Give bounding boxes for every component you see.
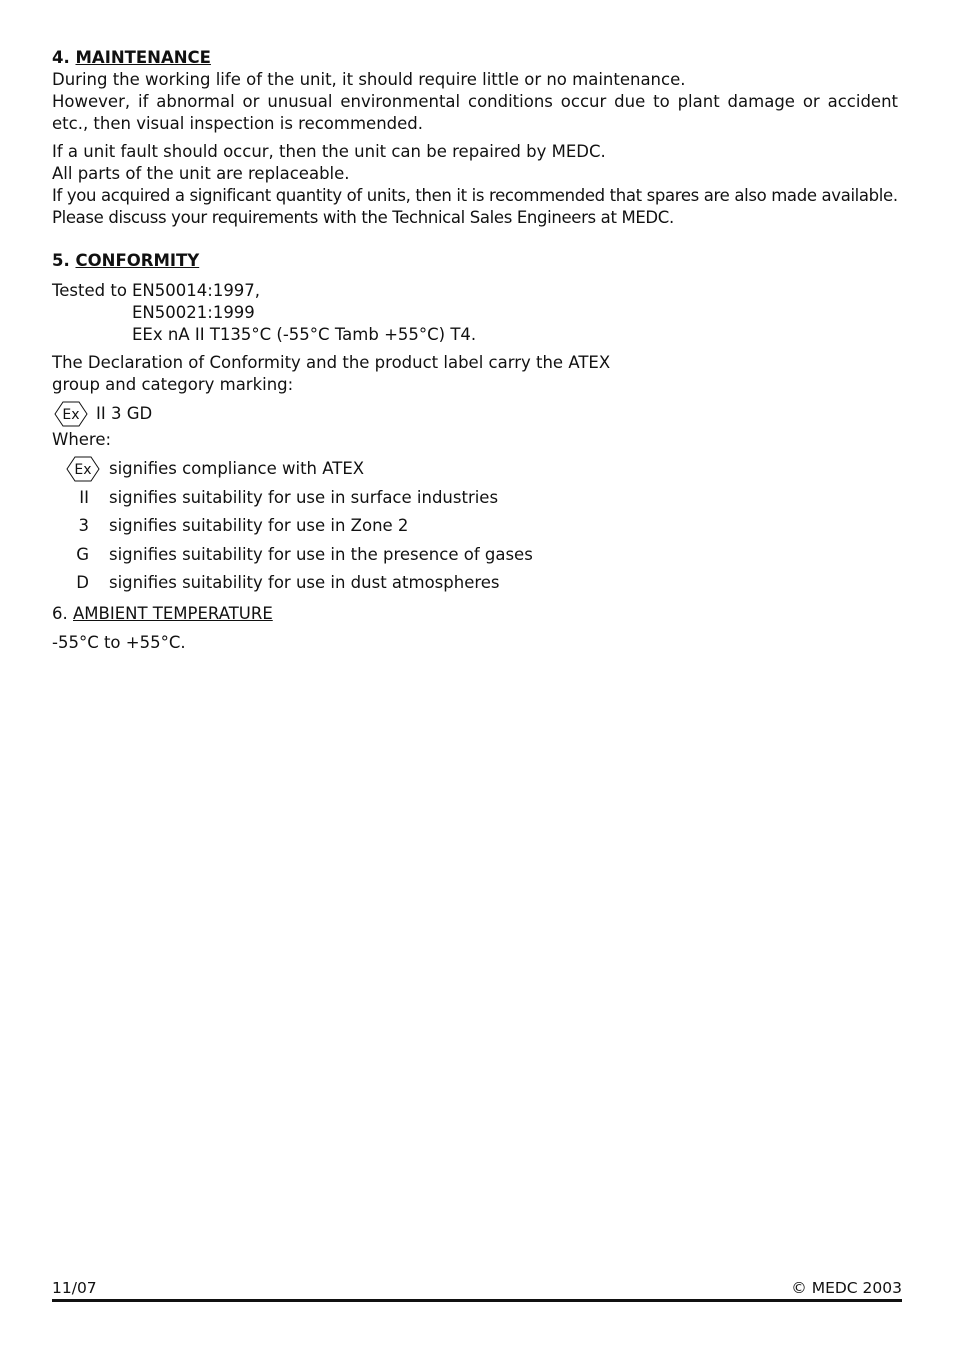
standard-item: EN50021:1999 [132, 303, 255, 322]
tested-to-label: Tested to [52, 281, 127, 300]
conformity-heading [52, 250, 898, 272]
ex-hexagon-icon [64, 456, 102, 482]
footer-date: 11/07 [52, 1279, 97, 1297]
ex-symbol-text: Ex [74, 462, 92, 479]
ex-symbol-text: Ex [62, 406, 80, 423]
footer-rule [52, 1299, 902, 1302]
ambient-title: AMBIENT TEMPERATURE [73, 603, 273, 623]
definitions-list [52, 455, 898, 598]
definition-text: signifies suitability for use in the presence of gases [109, 544, 533, 564]
maintenance-para-5: If you acquired a significant quantity of units, then it is recommended that spares are also made available. Please discuss your requirements with the Technical Sales Engineers at MEDC. [52, 186, 898, 227]
ex-hexagon-icon [52, 401, 90, 427]
ambient-number: 6. [52, 603, 73, 623]
maintenance-para-2: However, if abnormal or unusual environmental conditions occur due to plant damage or accident etc., then visual inspection is recommended. [52, 92, 898, 133]
marking-text: II 3 GD [96, 403, 153, 423]
definition-symbol: 3 [78, 516, 89, 536]
footer-copyright: © MEDC 2003 [791, 1279, 902, 1297]
definition-row [52, 569, 898, 598]
definition-symbol: II [79, 487, 89, 507]
maintenance-number: 4. [52, 48, 76, 67]
maintenance-title: MAINTENANCE [75, 48, 211, 67]
definition-symbol [52, 456, 109, 482]
ambient-range: -55°C to +55°C. [52, 632, 186, 652]
definition-row [52, 455, 898, 484]
declaration-line-2: group and category marking: [52, 375, 294, 394]
ambient-heading [52, 603, 898, 625]
maintenance-para-3: If a unit fault should occur, then the unit can be repaired by MEDC. [52, 142, 606, 161]
definition-row [52, 512, 898, 541]
definition-text: signifies suitability for use in dust atmospheres [109, 573, 500, 593]
definition-text: signifies compliance with ATEX [109, 459, 365, 479]
definition-row [52, 541, 898, 570]
definition-symbol: D [76, 573, 89, 593]
document-page [52, 47, 898, 654]
definition-text: signifies suitability for use in surface industries [109, 487, 499, 507]
definition-row [52, 484, 898, 513]
page-footer [52, 1277, 902, 1299]
tested-to-block [52, 280, 898, 346]
definition-text: signifies suitability for use in Zone 2 [109, 516, 409, 536]
declaration-line-1: The Declaration of Conformity and the product label carry the ATEX [52, 353, 611, 372]
conformity-number: 5. [52, 251, 76, 270]
maintenance-heading [52, 47, 898, 69]
standard-item: EN50014:1997, [132, 281, 261, 300]
maintenance-para-4: All parts of the unit are replaceable. [52, 164, 350, 183]
standards-list [132, 280, 476, 346]
where-label: Where: [52, 430, 112, 449]
maintenance-para-1: During the working life of the unit, it should require little or no maintenance. [52, 70, 686, 89]
standard-item: EEx nA II T135°C (-55°C Tamb +55°C) T4. [132, 325, 477, 344]
conformity-title: CONFORMITY [75, 251, 200, 270]
definition-symbol: G [76, 544, 89, 564]
atex-marking [52, 401, 898, 426]
